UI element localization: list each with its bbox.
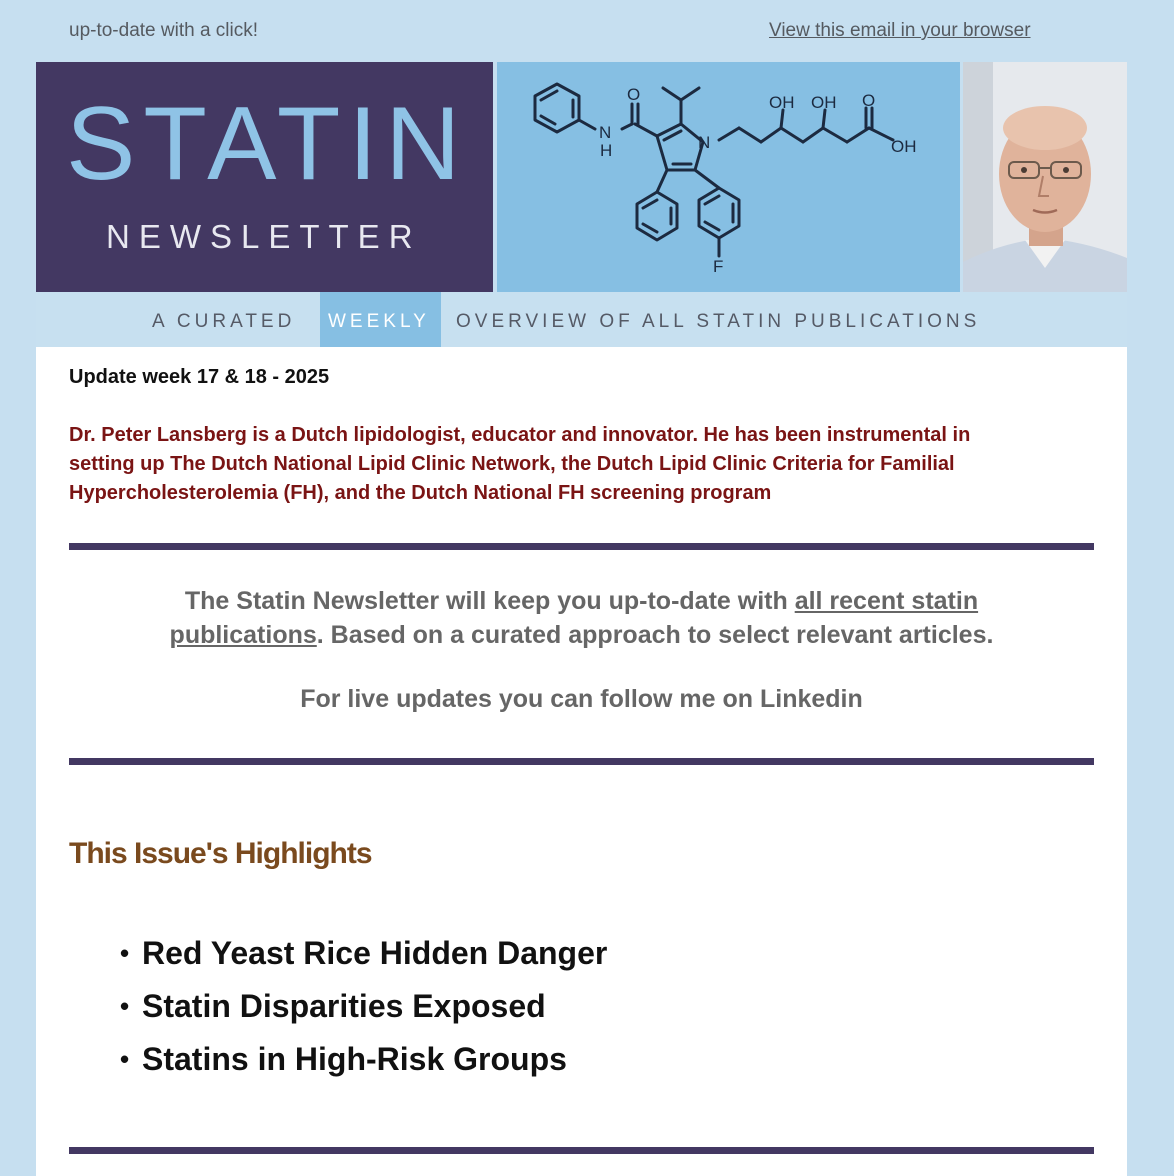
list-item (120, 932, 607, 985)
bio-line: setting up The Dutch National Lipid Clinic Network, the Dutch Lipid Clinic Criteria for Familial (69, 453, 955, 475)
molecule-label: OH (769, 93, 795, 112)
update-title: Update week 17 & 18 - 2025 (69, 366, 330, 388)
bullet-icon: • (120, 1044, 130, 1074)
author-photo (963, 62, 1127, 292)
view-in-browser-link[interactable]: View this email in your browser (769, 20, 1031, 41)
molecule-label: H (600, 141, 613, 160)
tagline-weekly: WEEKLY (328, 311, 430, 332)
highlights-title: This Issue's Highlights (69, 837, 372, 870)
bullet-icon: • (120, 938, 130, 968)
molecule-label: F (713, 257, 724, 276)
intro-text: . Based on a curated approach to select relevant articles. (316, 621, 994, 649)
preheader (0, 0, 1174, 62)
tagline-text-2: OVERVIEW OF ALL STATIN PUBLICATIONS (456, 311, 981, 332)
atorvastatin-structure-icon (497, 62, 960, 292)
molecule-illustration (497, 62, 960, 292)
linkedin-follow-text: For live updates you can follow me on Linkedin (300, 685, 863, 713)
bullet-icon: • (120, 991, 130, 1021)
bio-line: Hypercholesterolemia (FH), and the Dutch National FH screening program (69, 482, 772, 504)
portrait-icon (963, 62, 1127, 292)
molecule-label: N (599, 123, 612, 142)
tagline-text-1: A CURATED (152, 311, 296, 332)
intro-text: The Statin Newsletter will keep you up-to-date with (184, 587, 795, 615)
bio-line: Dr. Peter Lansberg is a Dutch lipidologist, educator and innovator. He has been instrumental in (69, 424, 971, 446)
molecule-label: O (862, 91, 876, 110)
author-bio (69, 421, 1069, 508)
list-item (120, 1038, 607, 1091)
tagline-bar (36, 292, 1127, 347)
preheader-text: up-to-date with a click! (69, 20, 259, 41)
divider-rule (69, 543, 1094, 550)
highlight-text: Statin Disparities Exposed (142, 988, 546, 1024)
highlight-text: Red Yeast Rice Hidden Danger (142, 935, 608, 971)
highlights-list (120, 932, 607, 1091)
intro-paragraph (69, 584, 1094, 652)
molecule-label: O (627, 85, 641, 104)
list-item (120, 985, 607, 1038)
logo-title: STATIN (66, 86, 469, 202)
divider-rule (69, 758, 1094, 765)
divider-rule (69, 1147, 1094, 1154)
molecule-label: OH (811, 93, 837, 112)
newsletter-banner (36, 62, 1127, 347)
all-statin-publications-link[interactable]: publications (169, 621, 317, 649)
logo-subtitle: NEWSLETTER (106, 218, 422, 255)
highlight-text: Statins in High-Risk Groups (142, 1041, 567, 1077)
statin-logo (36, 62, 493, 292)
email-content (36, 347, 1127, 1176)
molecule-label: OH (891, 137, 917, 156)
all-statin-publications-link[interactable]: all recent statin (794, 587, 979, 615)
molecule-label: N (698, 133, 711, 152)
